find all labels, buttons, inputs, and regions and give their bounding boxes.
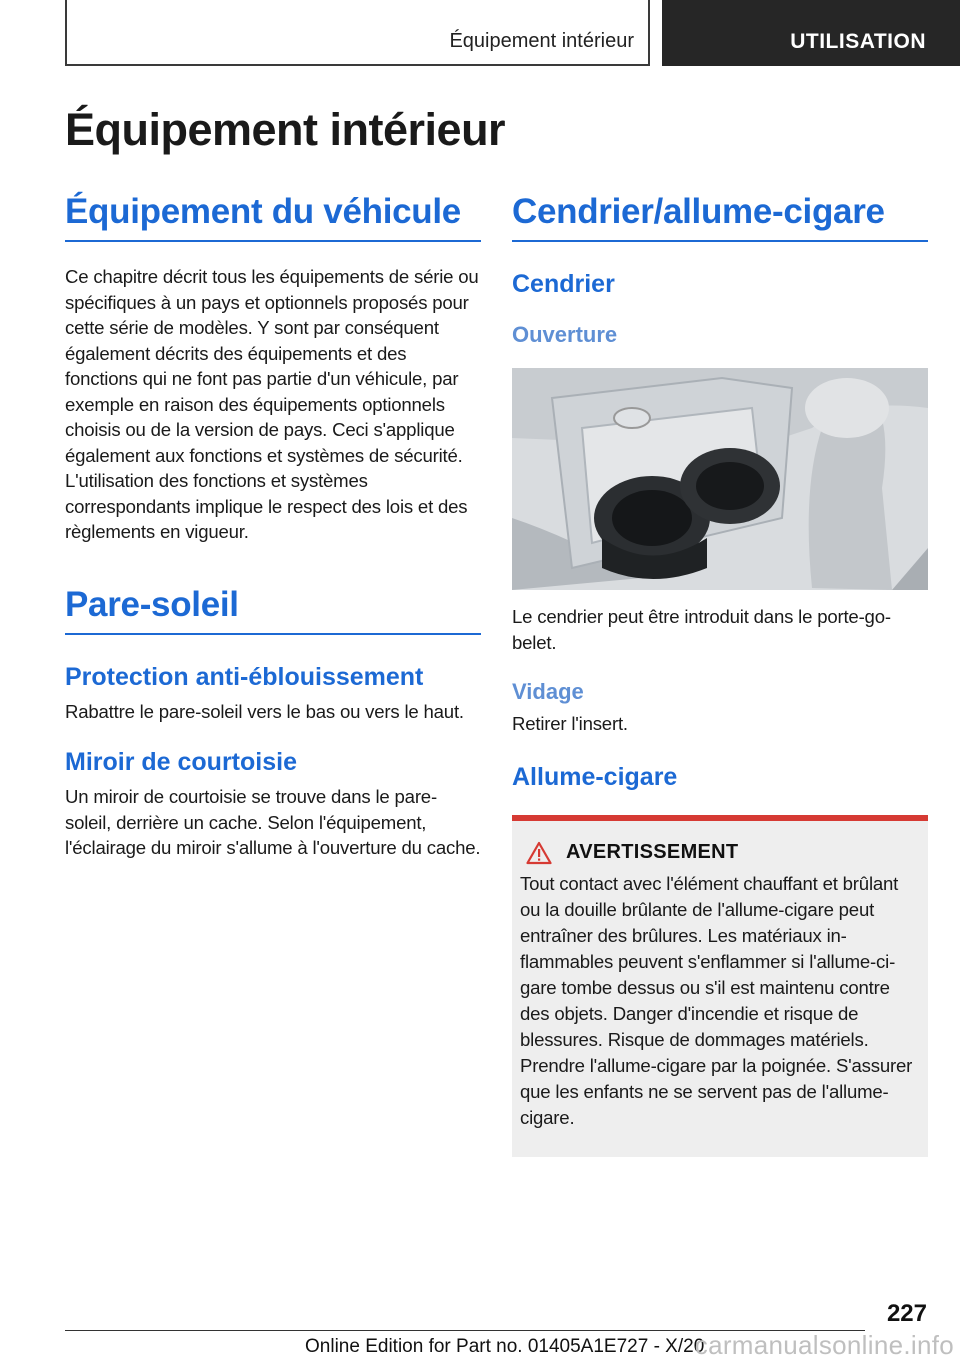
header-section-title: Équipement intérieur (449, 30, 634, 52)
warning-triangle-icon (526, 841, 552, 865)
header-chapter-label: UTILISATION (790, 30, 926, 53)
emptying-text: Retirer l'insert. (512, 713, 628, 734)
vanity-mirror-heading: Miroir de courtoisie (65, 748, 297, 776)
sunvisor-heading: Pare-soleil (65, 583, 481, 635)
ashtray-lighter-heading: Cendrier/allume-cigare (512, 190, 928, 242)
header-section-box (65, 0, 650, 66)
watermark: carmanualsonline.info (694, 1330, 954, 1360)
cigarette-lighter-heading: Allume-cigare (512, 762, 678, 791)
header-chapter-tab (662, 0, 960, 66)
warning-header (520, 841, 920, 865)
page-number: 227 (886, 1300, 927, 1327)
emptying-heading: Vidage (512, 679, 584, 704)
footer-edition: Online Edition for Part no. 01405A1E727 - X/20 (305, 1336, 705, 1357)
opening-text: Le cendrier peut être introduit dans le porte-gobelet. (512, 606, 892, 653)
right-column (512, 190, 928, 1157)
glare-protection-heading: Protection anti-éblouissement (65, 662, 424, 691)
vehicle-equipment-text: Ce chapitre décrit tous les équipements de série ou spécifiques à un pays et optionnels proposés pour cette série de modèles. Y sont par conséquent également décrits des équipements et des fonctions qui ne font pas partie d'un véhicule, par exemple en raison des équipements optionnels choisis ou de la version de pays. Ceci s'applique également aux fonctions et systèmes de sécurité. L'utilisation des fonctions et systèmes correspondants implique le respect des lois et des règlements en vigueur. (65, 266, 479, 542)
warning-title: AVERTISSEMENT (566, 841, 739, 863)
left-column (65, 190, 481, 861)
glare-protection-text: Rabattre le pare-soleil vers le bas ou vers le haut. (65, 700, 464, 722)
warning-box (512, 815, 928, 1157)
vanity-mirror-text: Un miroir de courtoisie se trouve dans le pare-soleil, derrière un cache. Selon l'équipement, l'éclairage du miroir s'allume à l'ouverture du cache. (65, 786, 481, 858)
vehicle-equipment-heading: Équipement du véhicule (65, 190, 481, 242)
warning-text: Tout contact avec l'élément chauffant et brûlant ou la douille brûlante de l'allume-cigare peut entraîner des brûlures. Les matériaux inflammables peuvent s'enflammer si l'allume-cigare tombe dessus ou s'il est maintenu contre des objets. Danger d'incendie et risque de blessures. Risque de dommages matériels. Prendre l'allume-cigare par la poignée. S'assurer que les enfants ne se servent pas de l'allume-cigare. (520, 872, 913, 1128)
page-title: Équipement intérieur (65, 104, 506, 155)
ashtray-heading: Cendrier (512, 270, 615, 298)
cupholder-ashtray-photo (512, 368, 928, 590)
opening-heading: Ouverture (512, 322, 618, 347)
